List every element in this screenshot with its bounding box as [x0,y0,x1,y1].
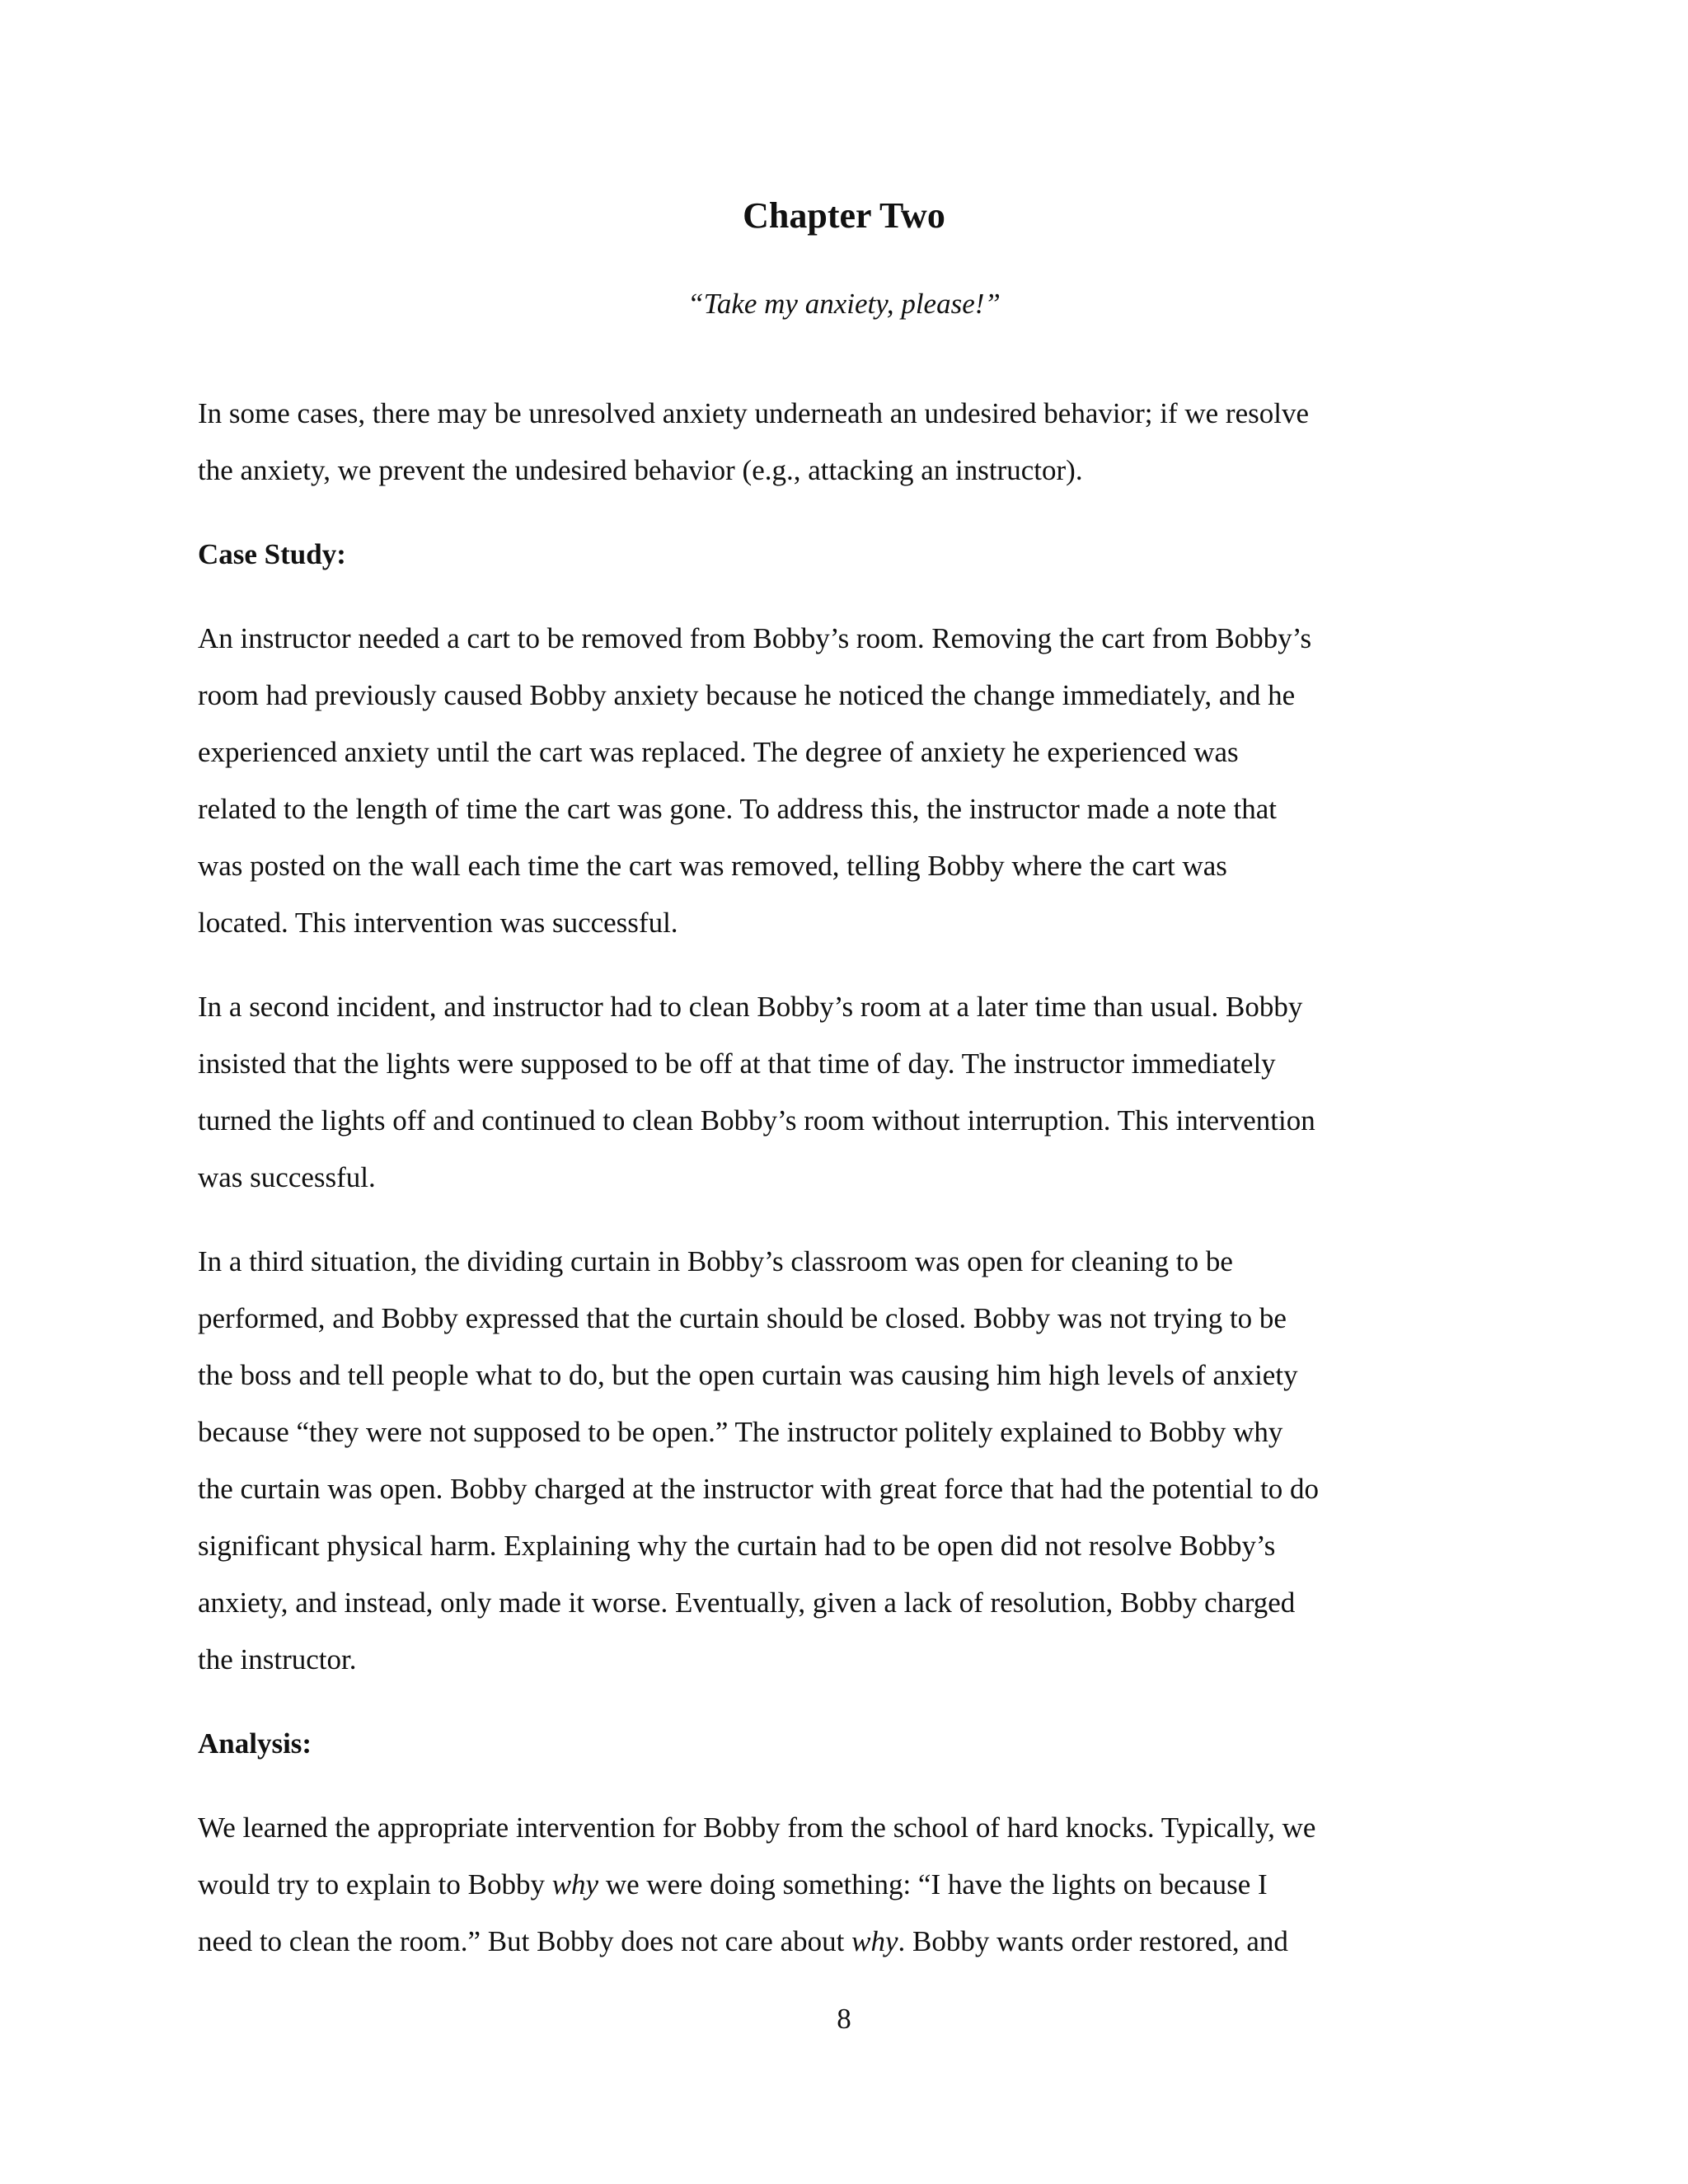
paragraph-line: anxiety, and instead, only made it worse. Eventually, given a lack of resolution, Bobby charged [198,1586,1296,1619]
paragraph-line: An instructor needed a cart to be removed from Bobby’s room. Removing the cart from Bobby’s [198,622,1312,654]
case-study-heading: Case Study: [198,538,346,570]
intro-line: In some cases, there may be unresolved anxiety underneath an undesired behavior; if we resolve [198,397,1309,429]
text-run: need to clean the room.” But Bobby does not care about [198,1925,852,1957]
emphasis-why: why [851,1925,898,1957]
chapter-title: Chapter Two [743,195,945,236]
paragraph-line: We learned the appropriate intervention for Bobby from the school of hard knocks. Typically, we [198,1811,1316,1844]
paragraph-line: the boss and tell people what to do, but the open curtain was causing him high levels of anxiety [198,1359,1298,1391]
paragraph-line: because “they were not supposed to be open.” The instructor politely explained to Bobby why [198,1416,1283,1448]
paragraph-line: was successful. [198,1161,376,1193]
paragraph-line: was posted on the wall each time the cart was removed, telling Bobby where the cart was [198,850,1227,882]
paragraph-line: located. This intervention was successful. [198,907,678,939]
paragraph-line: room had previously caused Bobby anxiety because he noticed the change immediately, and he [198,679,1296,711]
paragraph-line: experienced anxiety until the cart was replaced. The degree of anxiety he experienced was [198,736,1239,768]
paragraph-line: insisted that the lights were supposed to be off at that time of day. The instructor immediately [198,1047,1276,1080]
emphasis-why: why [551,1868,599,1900]
text-run: we were doing something: “I have the lights on because I [598,1868,1268,1900]
paragraph-line [198,1864,1268,1905]
paragraph-line [198,1921,1288,1962]
paragraph-line: the instructor. [198,1643,357,1675]
paragraph-line: In a second incident, and instructor had to clean Bobby’s room at a later time than usual. Bobby [198,991,1303,1023]
paragraph-line: the curtain was open. Bobby charged at the instructor with great force that had the potential to do [198,1473,1320,1505]
paragraph-line: related to the length of time the cart was gone. To address this, the instructor made a note that [198,793,1278,825]
paragraph-line: In a third situation, the dividing curtain in Bobby’s classroom was open for cleaning to be [198,1245,1233,1277]
analysis-heading: Analysis: [198,1727,312,1760]
paragraph-line: performed, and Bobby expressed that the curtain should be closed. Bobby was not trying to be [198,1302,1287,1334]
paragraph-line: significant physical harm. Explaining why the curtain had to be open did not resolve Bobby’s [198,1530,1276,1562]
text-run: . Bobby wants order restored, and [898,1925,1288,1957]
page-number: 8 [837,2003,851,2035]
text-run: would try to explain to Bobby [198,1868,552,1900]
intro-line: the anxiety, we prevent the undesired behavior (e.g., attacking an instructor). [198,454,1083,486]
paragraph-line: turned the lights off and continued to clean Bobby’s room without interruption. This intervention [198,1104,1315,1137]
chapter-epigraph: “Take my anxiety, please!” [687,288,1001,320]
